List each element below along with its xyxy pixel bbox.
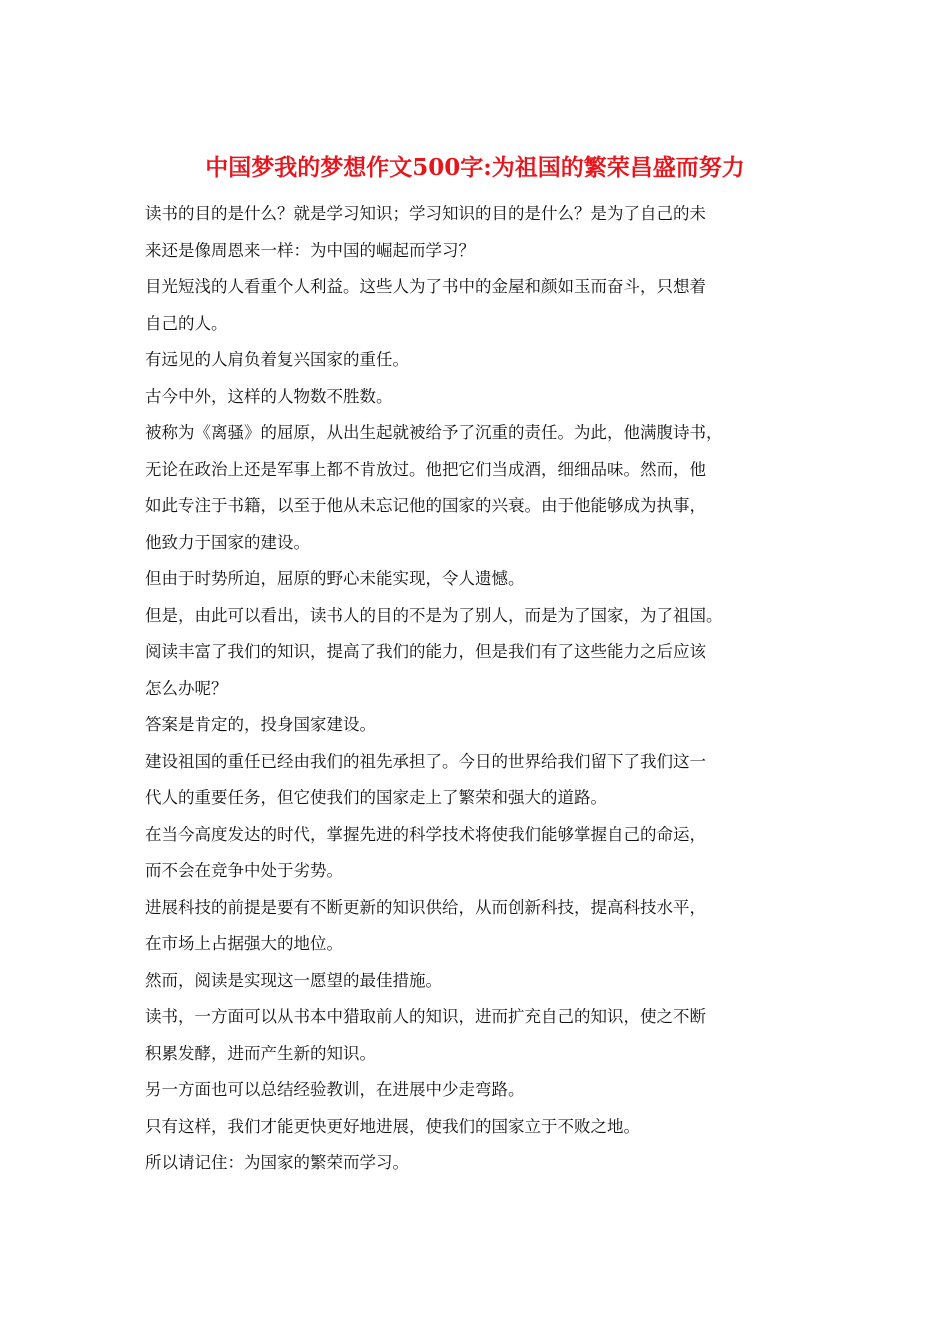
paragraph-line: 但由于时势所迫，屈原的野心未能实现，令人遗憾。 — [145, 569, 525, 588]
paragraph-line: 他致力于国家的建设。 — [145, 532, 310, 552]
paragraph-line: 代人的重要任务，但它使我们的国家走上了繁荣和强大的道路。 — [145, 788, 607, 807]
paragraph-line: 答案是肯定的，投身国家建设。 — [145, 715, 376, 734]
paragraph-line: 另一方面也可以总结经验教训，在进展中少走弯路。 — [145, 1080, 525, 1099]
document-title: 中国梦我的梦想作文500字:为祖国的繁荣昌盛而努力 — [205, 154, 745, 181]
paragraph — [145, 707, 815, 744]
paragraph-line: 读书的目的是什么？就是学习知识；学习知识的目的是什么？是为了自己的未 — [145, 204, 706, 223]
paragraph-line: 然而，阅读是实现这一愿望的最佳措施。 — [145, 970, 442, 990]
paragraph-line: 古今中外，这样的人物数不胜数。 — [145, 386, 393, 406]
paragraph-line: 所以请记住：为国家的繁荣而学习。 — [145, 1153, 409, 1172]
paragraph-line: 自己的人。 — [145, 313, 228, 333]
paragraph-line: 积累发酵，进而产生新的知识。 — [145, 1043, 376, 1063]
document-body — [145, 196, 815, 1182]
paragraph — [145, 1072, 815, 1109]
paragraph — [145, 890, 815, 963]
paragraph — [145, 379, 815, 416]
paragraph — [145, 963, 815, 1000]
paragraph — [145, 561, 815, 598]
paragraph — [145, 744, 815, 817]
paragraph — [145, 1145, 815, 1182]
paragraph-line: 在当今高度发达的时代，掌握先进的科学技术将使我们能够掌握自己的命运， — [145, 824, 706, 844]
paragraph-line: 无论在政治上还是军事上都不肯放过。他把它们当成酒，细细品味。然而，他 — [145, 459, 706, 479]
paragraph — [145, 415, 815, 561]
paragraph-line: 但是，由此可以看出，读书人的目的不是为了别人，而是为了国家，为了祖国。 — [145, 605, 723, 625]
paragraph — [145, 634, 815, 707]
paragraph — [145, 342, 815, 379]
paragraph-line: 如此专注于书籍，以至于他从未忘记他的国家的兴衰。由于他能够成为执事， — [145, 496, 706, 515]
paragraph-line: 只有这样，我们才能更快更好地进展，使我们的国家立于不败之地。 — [145, 1116, 640, 1136]
paragraph — [145, 1109, 815, 1146]
paragraph — [145, 817, 815, 890]
paragraph-line: 进展科技的前提是要有不断更新的知识供给，从而创新科技，提高科技水平， — [145, 897, 706, 917]
paragraph-line: 来还是像周恩来一样：为中国的崛起而学习？ — [145, 240, 475, 260]
paragraph — [145, 999, 815, 1072]
paragraph-line: 而不会在竞争中处于劣势。 — [145, 861, 343, 880]
paragraph-line: 阅读丰富了我们的知识，提高了我们的能力，但是我们有了这些能力之后应该 — [145, 642, 706, 661]
paragraph-line: 有远见的人肩负着复兴国家的重任。 — [145, 350, 409, 369]
paragraph-line: 建设祖国的重任已经由我们的祖先承担了。今日的世界给我们留下了我们这一 — [145, 751, 706, 771]
paragraph-line: 怎么办呢？ — [145, 678, 228, 698]
paragraph — [145, 196, 815, 269]
paragraph-line: 在市场上占据强大的地位。 — [145, 934, 343, 953]
paragraph-line: 目光短浅的人看重个人利益。这些人为了书中的金屋和颜如玉而奋斗，只想着 — [145, 277, 706, 296]
paragraph — [145, 598, 815, 635]
paragraph-line: 被称为《离骚》的屈原，从出生起就被给予了沉重的责任。为此，他满腹诗书， — [145, 423, 723, 442]
paragraph-line: 读书，一方面可以从书本中猎取前人的知识，进而扩充自己的知识，使之不断 — [145, 1007, 706, 1026]
paragraph — [145, 269, 815, 342]
